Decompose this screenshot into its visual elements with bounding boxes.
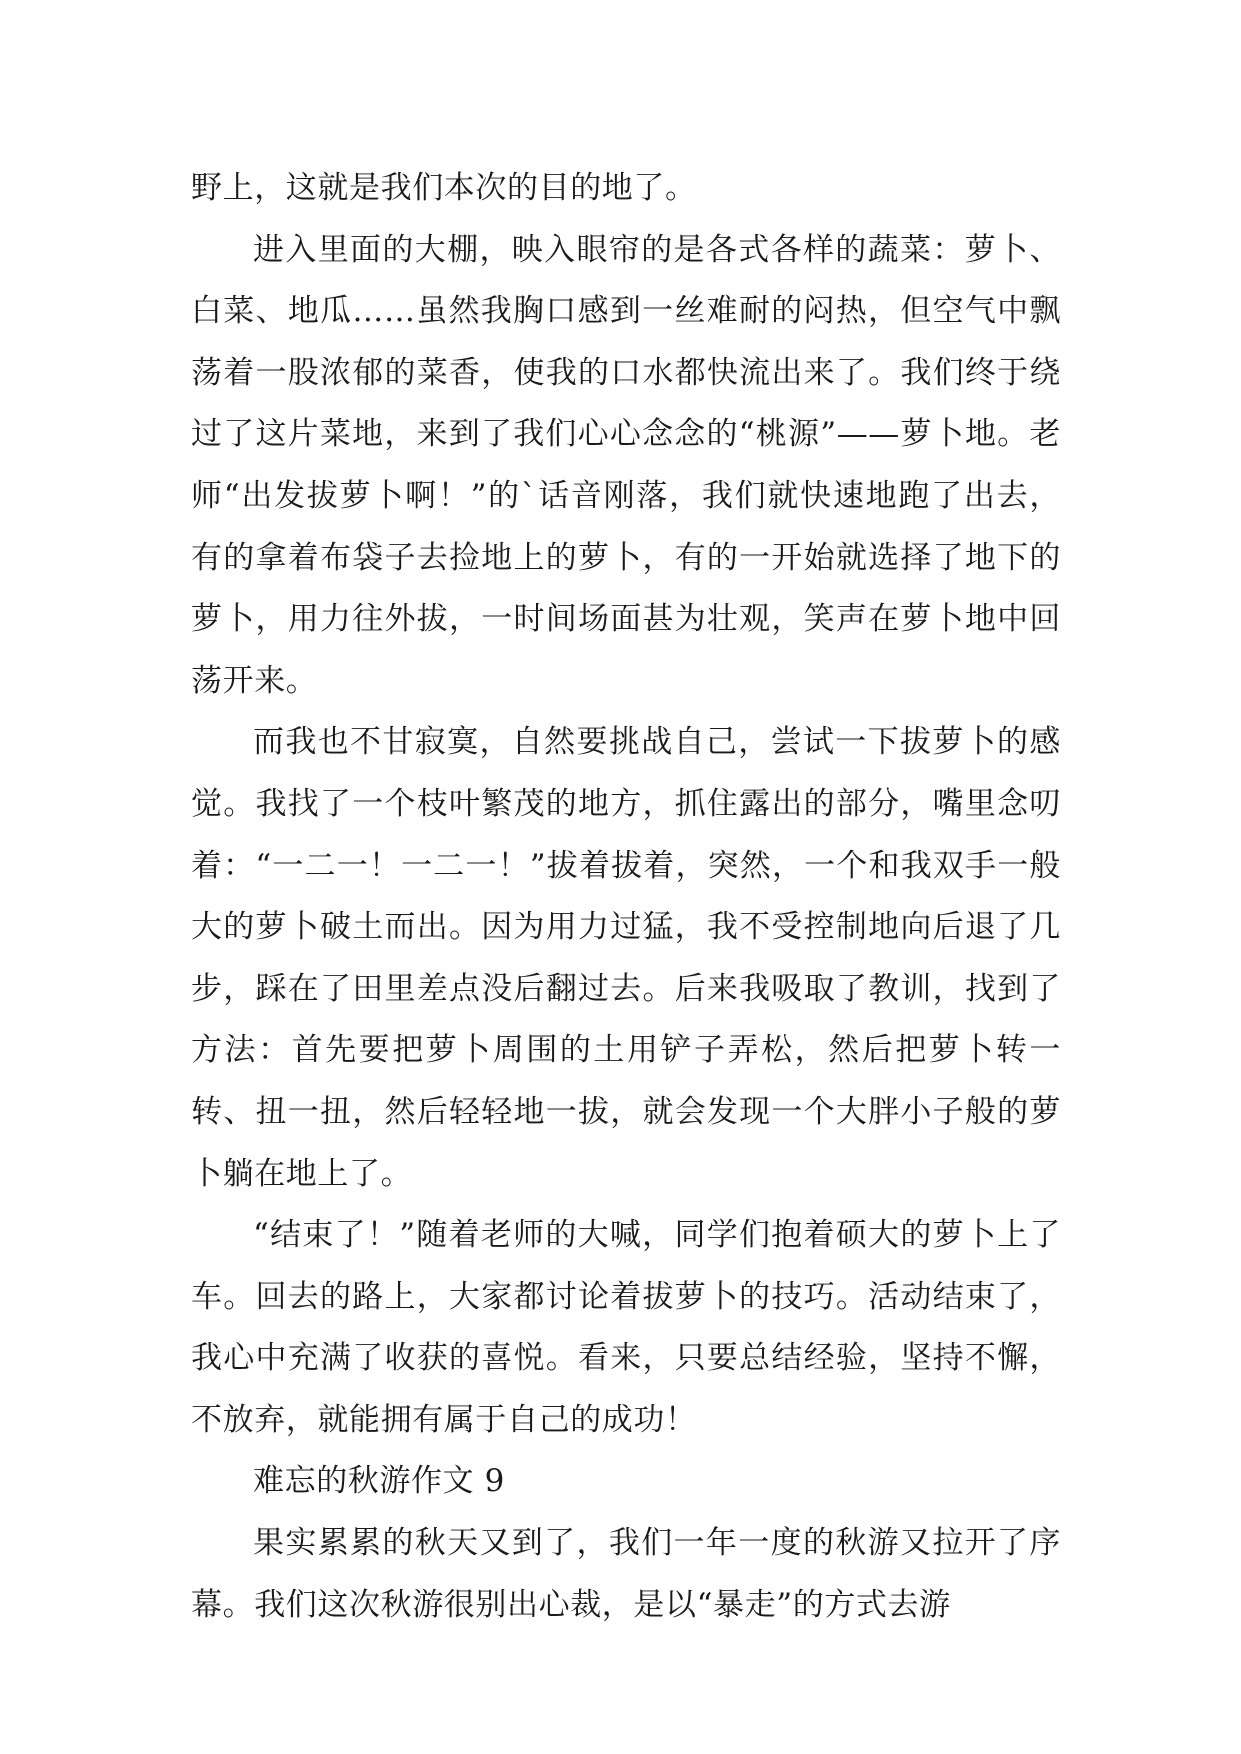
- paragraph-new-essay: 果实累累的秋天又到了，我们一年一度的秋游又拉开了序幕。我们这次秋游很别出心裁，是以“暴走”的方式去游: [191, 1525, 1061, 1623]
- paragraph-ending: “结束了！”随着老师的大喊，同学们抱着硕大的萝卜上了车。回去的路上，大家都讨论着拔萝卜的技巧。活动结束了，我心中充满了收获的喜悦。看来，只要总结经验，坚持不懈，不放弃，就能拥有属于自己的成功！: [191, 1217, 1061, 1438]
- document-body: [191, 158, 1061, 1636]
- section-title: 难忘的秋游作文 9: [253, 1463, 505, 1500]
- paragraph-pulling-radish: 而我也不甘寂寞，自然要挑战自己，尝试一下拔萝卜的感觉。我找了一个枝叶繁茂的地方，抓住露出的部分，嘴里念叨着：“一二一！一二一！”拔着拔着，突然，一个和我双手一般大的萝卜破土而出。因为用力过猛，我不受控制地向后退了几步，踩在了田里差点没后翻过去。后来我吸取了教训，找到了方法：首先要把萝卜周围的土用铲子弄松，然后把萝卜转一转、扭一扭，然后轻轻地一拔，就会发现一个大胖小子般的萝卜躺在地上了。: [191, 724, 1061, 1192]
- paragraph-continued: 野上，这就是我们本次的目的地了。: [191, 170, 697, 206]
- paragraph-greenhouse: 进入里面的大棚，映入眼帘的是各式各样的蔬菜：萝卜、白菜、地瓜……虽然我胸口感到一丝难耐的闷热，但空气中飘荡着一股浓郁的菜香，使我的口水都快流出来了。我们终于绕过了这片菜地，来到了我们心心念念的“桃源”——萝卜地。老师“出发拔萝卜啊！”的`话音刚落，我们就快速地跑了出去，有的拿着布袋子去捡地上的萝卜，有的一开始就选择了地下的萝卜，用力往外拔，一时间场面甚为壮观，笑声在萝卜地中回荡开来。: [191, 231, 1061, 699]
